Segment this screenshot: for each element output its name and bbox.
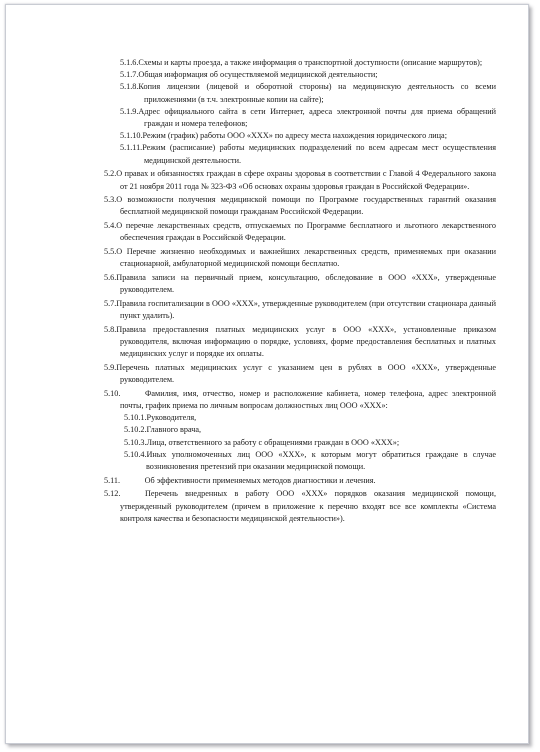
document-body — [104, 57, 496, 525]
list-item — [104, 220, 496, 244]
list-item — [120, 130, 496, 142]
item-text: Правила записи на первичный прием, консультацию, обследование в ООО «ХХХ», утвержденные руководителем. — [116, 272, 496, 295]
item-number: 5.2. — [104, 169, 117, 179]
item-number: 5.1.7. — [120, 70, 139, 80]
item-number: 5.11. — [104, 475, 121, 485]
item-text: Правила предоставления платных медицинских услуг в ООО «ХХХ», установленные приказом руководителя, включая информацию о порядке, условиях, форме предоставления бесплатных и платных медицинских услуг и порядке их оплаты. — [116, 324, 496, 359]
list-item — [104, 298, 496, 322]
item-number: 5.1.9. — [120, 106, 139, 116]
item-number: 5.12. — [104, 489, 121, 499]
item-text: О Перечне жизненно необходимых и важнейших лекарственных средств, применяемых при оказании стационарной, амбулаторной медицинской помощи бесплатно. — [116, 247, 496, 269]
item-number: 5.5. — [104, 247, 117, 257]
list-item — [104, 246, 496, 270]
item-number: 5.10.4. — [124, 449, 147, 459]
list-item — [104, 362, 496, 386]
list-item — [120, 106, 496, 130]
item-text: Главного врача, — [146, 425, 202, 435]
document-page — [5, 4, 529, 744]
item-text: О возможности получения медицинской помощи по Программе государственных гарантий оказания бесплатной медицинской помощи гражданам Российской Федерации. — [116, 195, 496, 217]
item-number: 5.1.11. — [120, 143, 143, 153]
item-number: 5.10. — [104, 388, 121, 398]
item-number: 5.1.8. — [120, 82, 139, 92]
item-number: 5.8. — [104, 324, 117, 334]
item-text: Правила госпитализации в ООО «ХХХ», утвержденные руководителем (при отсутствии стационара данный пункт удалить). — [116, 298, 496, 321]
item-number: 5.6. — [104, 272, 117, 282]
item-text: Схемы и карты проезда, а также информация о транспортной доступности (описание маршрутов); — [138, 58, 483, 67]
list-item — [124, 424, 496, 436]
list-item — [120, 81, 496, 105]
list-item — [124, 437, 496, 449]
list-item — [124, 412, 496, 424]
item-text: Копия лицензии (лицевой и оборотной стороны) на медицинскую деятельность со всеми приложениями (в т.ч. электронные копии на сайте); — [138, 82, 496, 104]
item-text: Иных уполномоченных лиц ООО «ХХХ», к которым могут обратиться граждане в случае возникновения претензий при оказании медицинской помощи. — [146, 449, 496, 471]
item-text: Фамилия, имя, отчество, номер и расположение кабинета, номер телефона, адрес электронной почты, график приема по личным вопросам должностных лиц ООО «ХХХ»: — [120, 388, 496, 410]
item-number: 5.10.3. — [124, 437, 147, 447]
list-item — [104, 488, 496, 525]
item-number: 5.1.10. — [120, 131, 143, 141]
item-text: О правах и обязанностях граждан в сфере охраны здоровья в соответствии с Главой 4 Федерального закона от 21 ноября 2011 года № 323-ФЗ «Об основах охраны здоровья граждан в Российской Федерации». — [116, 169, 496, 191]
list-item — [104, 168, 496, 192]
list-item — [104, 475, 496, 487]
item-number: 5.9. — [104, 362, 117, 372]
item-number: 5.7. — [104, 298, 117, 308]
item-number: 5.3. — [104, 195, 117, 205]
item-text: Режим (график) работы ООО «ХХХ» по адресу места нахождения юридического лица; — [142, 131, 447, 141]
item-text: Адрес официального сайта в сети Интернет, адреса электронной почты для приема обращений граждан и номера телефонов; — [138, 106, 496, 129]
list-item — [120, 142, 496, 166]
item-text: Перечень платных медицинских услуг с указанием цен в рублях в ООО «ХХХ», утвержденные руководителем. — [116, 362, 496, 385]
item-number: 5.10.2. — [124, 425, 147, 435]
item-text: Перечень внедренных в работу ООО «ХХХ» порядков оказания медицинской помощи, утвержденный руководителем (причем в приложение к перечню входят все все комплекты «Система контроля качества и безопасности медицинской деятельности»). — [120, 489, 496, 523]
list-item — [124, 449, 496, 473]
item-text: Общая информация об осуществляемой медицинской деятельности; — [138, 70, 378, 80]
item-text: Руководителя, — [146, 413, 197, 423]
list-item — [104, 272, 496, 296]
list-item — [104, 194, 496, 218]
item-number: 5.10.1. — [124, 413, 147, 423]
item-text: Об эффективности применяемых методов диагностики и лечения. — [144, 475, 376, 485]
item-number: 5.1.6. — [120, 58, 139, 67]
list-item — [104, 388, 496, 412]
item-text: О перечне лекарственных средств, отпускаемых по Программе бесплатного и льготного лекарственного обеспечения граждан в Российской Федерации. — [116, 221, 496, 243]
item-number: 5.4. — [104, 221, 117, 231]
item-text: Режим (расписание) работы медицинских подразделений по всем адресам мест осуществления медицинской деятельности. — [142, 143, 496, 165]
list-item — [104, 324, 496, 361]
list-item — [120, 69, 496, 81]
item-text: Лица, ответственного за работу с обращениями граждан в ООО «ХХХ»; — [146, 437, 400, 447]
list-item — [120, 57, 496, 69]
